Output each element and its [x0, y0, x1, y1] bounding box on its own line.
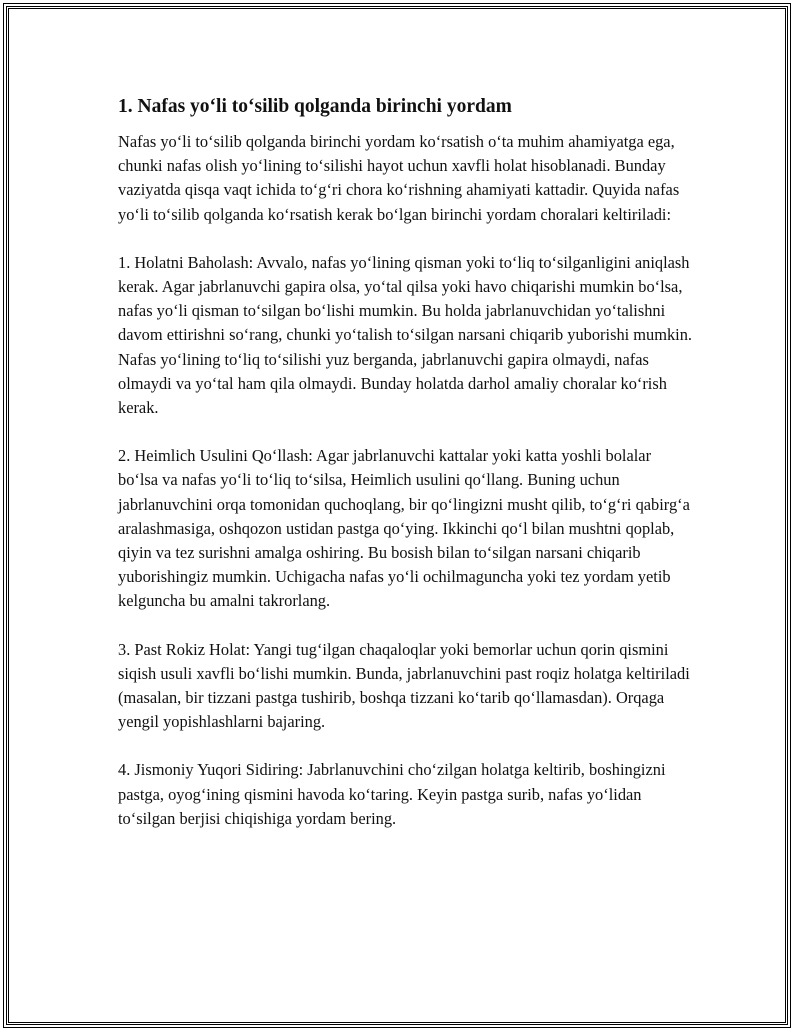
step-1-paragraph: 1. Holatni Baholash: Avvalo, nafas yo‘lining qisman yoki to‘liq to‘silganligini aniqlash kerak. Agar jabrlanuvchi gapira olsa, yo‘tal qilsa yoki havo chiqarishi mumkin bo‘lsa, nafas yo‘li qisman to‘silgan bo‘lishi mumkin. Bu holda jabrlanuvchidan yo‘talishni davom ettirishni so‘rang, chunki yo‘talish to‘silgan narsani chiqarib yuborishi mumkin. Nafas yo‘lining to‘liq to‘silishi yuz berganda, jabrlanuvchi gapira olmaydi, nafas olmaydi va yo‘tal ham qila olmaydi. Bunday holatda darhol amaliy choralar ko‘rish kerak. — [118, 252, 693, 418]
step-4-paragraph: 4. Jismoniy Yuqori Sidiring: Jabrlanuvchini cho‘zilgan holatga keltirib, boshingizni pastga, oyog‘ining qismini havoda ko‘taring. Keyin pastga surib, nafas yo‘lidan to‘silgan berjisi chiqishiga yordam bering. — [118, 760, 666, 828]
intro-paragraph: Nafas yo‘li to‘silib qolganda birinchi yordam ko‘rsatish o‘ta muhim ahamiyatga ega, chunki nafas olish yo‘lining to‘silishi hayot uchun xavfli holat hisoblanadi. Bunday vaziyatda qisqa vaqt ichida to‘g‘ri chora ko‘rishning ahamiyati kattadir. Quyida nafas yo‘li to‘silib qolganda ko‘rsatish kerak bo‘lgan birinchi yordam choralari keltiriladi: — [118, 132, 680, 224]
step-3-paragraph: 3. Past Rokiz Holat: Yangi tug‘ilgan chaqaloqlar yoki bemorlar uchun qorin qismini siqish usuli xavfli bo‘lishi mumkin. Bunda, jabrlanuvchini past roqiz holatga keltiriladi (masalan, bir tizzani pastga tushirib, boshqa tizzani ko‘tarib qo‘llamasdan). Orqaga yengil yopishlashlarni bajaring. — [118, 639, 690, 732]
step-2-paragraph: 2. Heimlich Usulini Qo‘llash: Agar jabrlanuvchi kattalar yoki katta yoshli bolalar bo‘lsa va nafas yo‘li to‘liq to‘silsa, Heimlich usulini qo‘llang. Buning uchun jabrlanuvchini orqa tomonidan quchoqlang, bir qo‘lingizni musht qilib, to‘g‘ri qabirg‘a aralashmasiga, oshqozon ustidan pastga qo‘ying. Ikkinchi qo‘l bilan mushtni qoplab, qiyin va tez surishni amalga oshiring. Bu bosish bilan to‘silgan narsani chiqarib yuborishingiz mumkin. Uchigacha nafas yo‘li ochilmaguncha yoki tez yordam yetib kelguncha bu amalni takrorlang. — [118, 446, 690, 611]
document-title: 1. Nafas yo‘li to‘silib qolganda birinchi yordam — [118, 96, 512, 117]
document-body — [118, 94, 693, 855]
